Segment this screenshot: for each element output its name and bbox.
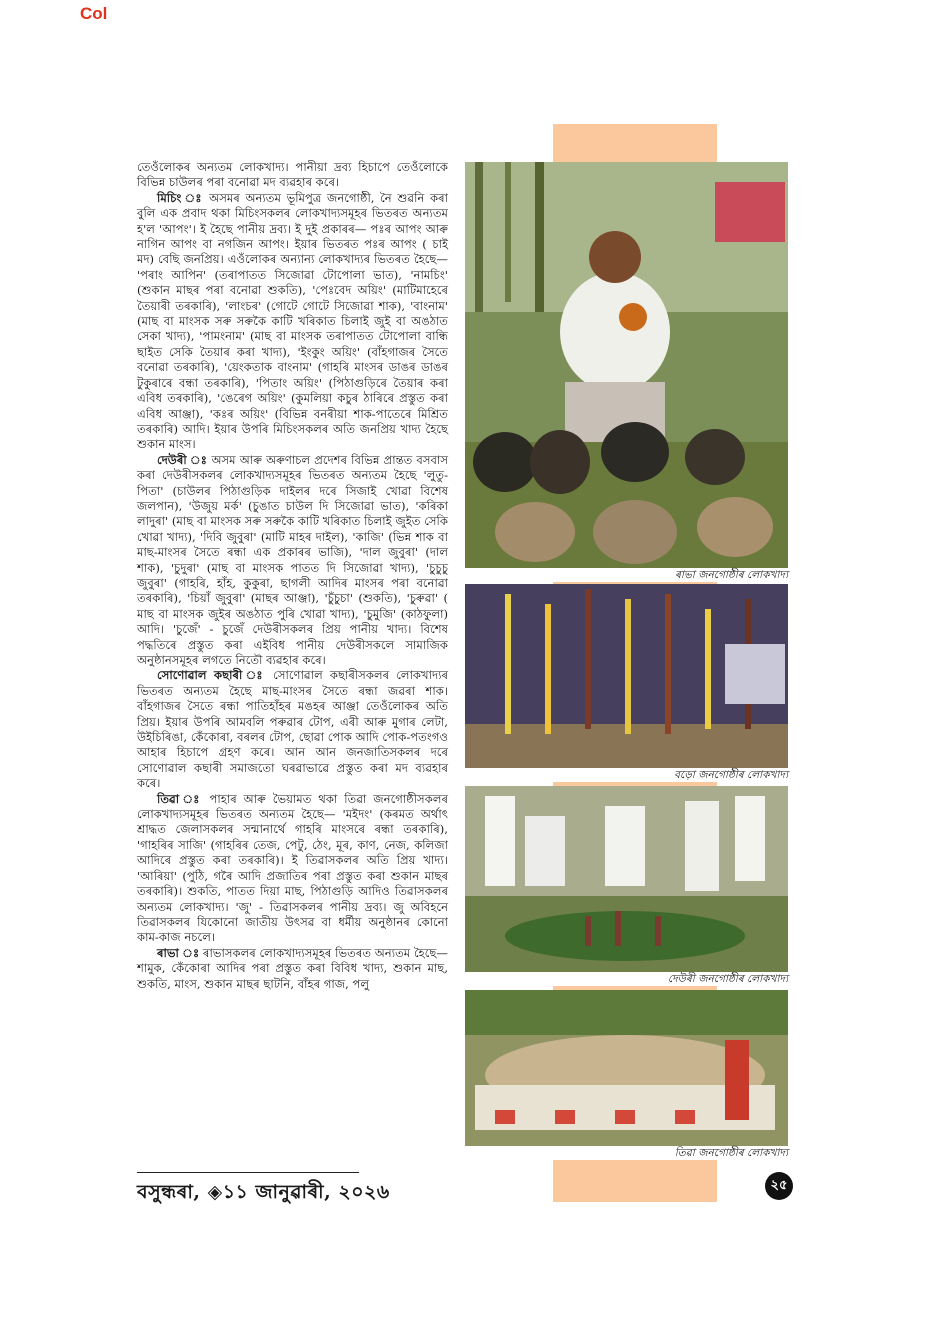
paragraph-mising: মিচিং ঃ অসমৰ অন্যতম ভূমিপুত্ৰ জনগোষ্ঠী, নৈ শুৱনি কৰা বুলি এক প্ৰবাদ থকা মিচিংসকলৰ লোকখাদ্যসমূহৰ ভিতৰত অন্যতম হ'ল 'আপং'। ই হৈছে পানীয় দ্ৰব্য। ই দুই প্ৰকাৰৰ— পঃৰ আপং আৰু নাগিন আপং বা নগজিন আপং। ইয়াৰ ভিতৰত পঃৰ আপং ( চাই মদ) বেছি জনপ্ৰিয়। এওঁলোকৰ অন্যান্য লোকখাদ্যৰ ভিতৰত হৈছে— 'পৰাং আপিন' (তৰাপাতত সিজোৱা টোপোলা ভাত), 'নামচিং' (শুকান মাছৰ পৰা বনোৱা শুকতি), 'পেঃবেদ অয়িং' (মাটিমাহেৰে তৈয়াৰী তৰকাৰি), 'লাংচৰ' (গোটে গোটে সিজোৱা শাক), 'বাংনাম' (মাছ বা মাংসক সৰু সৰুকৈ কাটি খৰিকাত চিলাই জুই বা অঙঠাত সেকা খাদ্য), 'পামংনাম' (মাছ বা মাংসক তৰাপাতত টোপোলা বান্ধি ছাইত সেকি তৈয়াৰ কৰা খাদ্য), 'ইংকুং অয়িং' (বাঁহগাজৰ সৈতে বনোৱা তৰকাৰি), 'য়েংকতাক বাংনাম' (গাহৰি মাংসৰ ডাঙৰ ডাঙৰ টুকুৰাৰে বন্ধা তৰকাৰি), 'পিতাং অয়িং' (পিঠাগুড়িৰে তৈয়াৰ কৰা এবিধ তৰকাৰি), 'ঙেৰেগ অয়িং' (কুমলিয়া কচুৰ ঠাৰিৰে প্ৰস্তুত কৰা এবিধ আঞ্জা), 'কঃৰ অয়িং' (বিভিন্ন বনৰীয়া শাক-পাতেৰে মিশ্ৰিত তৰকাৰি) আদি। ইয়াৰ উপৰি মিচিংসকলৰ অতি জনপ্ৰিয় খাদ্য হৈছে শুকান মাংস। (137, 190, 448, 452)
paragraph-intro: তেওঁলোকৰ অন্যতম লোকখাদ্য। পানীয়া দ্ৰব্য হিচাপে তেওঁলোকে বিভিন্ন চাউলৰ পৰা বনোৱা মদ ব্যৱহাৰ কৰে। (137, 160, 448, 190)
page-number-badge: ২৫ (765, 1172, 793, 1200)
caption-tiwa-food: তিৱা জনগোষ্ঠীৰ লোকখাদ্য (465, 1146, 788, 1160)
caption-rabha-food: ৰাভা জনগোষ্ঠীৰ লোকখাদ্য (465, 568, 788, 582)
paragraph-tiwa: তিৱা ঃ পাহাৰ আৰু ভৈয়ামত থকা তিৱা জনগোষ্ঠীসকলৰ লোকখাদ্যসমূহৰ ভিতৰত অন্যতম হৈছে— 'মইদং' (কৰমত অৰ্থাৎ শ্ৰাদ্ধত জেলাসকলৰ সন্মানাৰ্থে গাহৰি মাংসৰে ৰন্ধা তৰকাৰি), 'গাহৰিৰ সাজি' (গাহৰিৰ তেজ, পেটু, ঠেং, মূৰ, কাণ, নেজ, কলিজা আদিৰে প্ৰস্তুত কৰা তৰকাৰি)। ই তিৱাসকলৰ অতি প্ৰিয় খাদ্য। 'আৰিয়া' (পুঠি, গৰৈ আদি প্ৰজাতিৰ পৰা প্ৰস্তুত কৰা শুকান মাছৰ তৰকাৰি)। শুকতি, পাতত দিয়া মাছ, পিঠাগুড়ি আদিও তিৱাসকলৰ অন্যতম লোকখাদ্য। 'জু' - তিৱাসকলৰ পানীয় দ্ৰব্য। জু অবিহনে তিৱাসকলৰ যিকোনো জাতীয় উৎসৱ বা ধৰ্মীয় অনুষ্ঠানৰ কোনো কাম-কাজ নচলে। (137, 791, 448, 945)
caption-deori-food: দেউৰী জনগোষ্ঠীৰ লোকখাদ্য (465, 972, 788, 986)
section-lead: ৰাভা ঃ (157, 945, 200, 960)
photo-bodo-food (465, 584, 788, 768)
section-lead: সোণোৱাল কছাৰী ঃ (157, 668, 267, 683)
color-registration-mark: Col (80, 4, 108, 23)
caption-bodo-food: বড়ো জনগোষ্ঠীৰ লোকখাদ্য (465, 768, 788, 782)
paragraph-rabha: ৰাভা ঃ ৰাভাসকলৰ লোকখাদ্যসমূহৰ ভিতৰত অন্যতম হৈছে— শামুক, কেঁকোৰা আদিৰ পৰা প্ৰস্তুত কৰা বিবিধ খাদ্য, শুকান মাছ, শুকতি, মাংস, শুকান মাছৰ ছাটনি, বাঁহৰ গাজ, পলু (137, 945, 449, 991)
paragraph-sonowal-kachari: সোণোৱাল কছাৰী ঃ সোণোৱাল কছাৰীসকলৰ লোকখাদ্যৰ ভিতৰত অন্যতম হৈছে মাছ-মাংসৰ সৈতে ৰন্ধা জৱৰা শাক। বাঁহগাজৰ সৈতে ৰন্ধা পাতিহাঁহৰ মঙহৰ আঞ্জা তেওঁলোকৰ অতি প্ৰিয়। ইয়াৰ উপৰি আমবলি পৰুৱাৰ টোপ, এৰী আৰু মুগাৰ লেটা, উইচিৰিঙা, কেঁকোৰা, বৰলৰ টোপ, ছোৱা পোক আদি পোক-পতংগও আহাৰ হিচাপে গ্ৰহণ কৰে। আন আন জনজাতিসকলৰ দৰে সোণোৱাল কছাৰী সমাজতো ঘৰৱাভাৱে প্ৰস্তুত কৰা মদ ব্যৱহাৰ কৰে। (137, 668, 449, 791)
footer-publication-date: বসুন্ধৰা, ◈১১ জানুৱাৰী, ২০২৬ (137, 1181, 390, 1203)
footer-divider (137, 1172, 359, 1173)
photo-tiwa-food (465, 990, 788, 1146)
section-lead: দেউৰী ঃ (157, 452, 208, 467)
photo-deori-food (465, 786, 788, 972)
photo-rabha-food (465, 162, 788, 568)
section-lead: মিচিং ঃ (157, 190, 204, 205)
article-body (137, 160, 448, 992)
section-lead: তিৱা ঃ (157, 791, 203, 806)
paragraph-deori: দেউৰী ঃ অসম আৰু অৰুণাচল প্ৰদেশৰ বিভিন্ন প্ৰান্তত বসবাস কৰা দেউৰীসকলৰ লোকখাদ্যসমূহৰ ভিতৰত অন্যতম হৈছে 'লুতু-পিতা' (চাউলৰ পিঠাগুড়িক দাইলৰ দৰে সিজাই খোৱা বিশেষ জলপান), 'উজুয় মৰ্ক' (চুঙাত চাউল দি সিজোৱা ভাত), 'কৰিকা লাদুৰা' (মাছ বা মাংসক সৰু সৰুকৈ কাটি খৰিকাত চিলাই জুইত সেকি খোৱা খাদ্য), 'দিবি জুবুৰা' (মাটি মাহৰ দাইল), 'কাজি' (ভিন্ন শাক বা মাছ-মাংসৰ সৈতে ৰন্ধা এক প্ৰকাৰৰ ভাজি), 'দাল জুবুৰা' (দাল শাক), 'চুদুৰা' (মাছ বা মাংসক পাতত দি সিজোৱা খাদ্য), 'চুচুচু জুবুৰা' (গাহৰি, হাঁহ, কুকুৰা, ছাগলী আদিৰ মাংসৰ পৰা বনোৱা তৰকাৰি), 'চিয়াঁ জুবুৰা' (মাছৰ আঞ্জা), 'চুঁচুচা' (শুকতি), 'চুৰুৱা' ( মাছ বা মাংসক জুইৰ অঙঠাত পুৰি খোৱা খাদ্য), 'চুমুজি' (কাঠফুলা) আদি। 'চুজেঁ' - চুজেঁ দেউৰীসকলৰ প্ৰিয় পানীয় খাদ্য। বিশেষ পদ্ধতিৰে প্ৰস্তুত কৰা এইবিধ পানীয় দেউৰীসকলে সামাজিক অনুষ্ঠানসমূহৰ লগতে নিতৌ ব্যৱহাৰ কৰে। (137, 452, 449, 667)
